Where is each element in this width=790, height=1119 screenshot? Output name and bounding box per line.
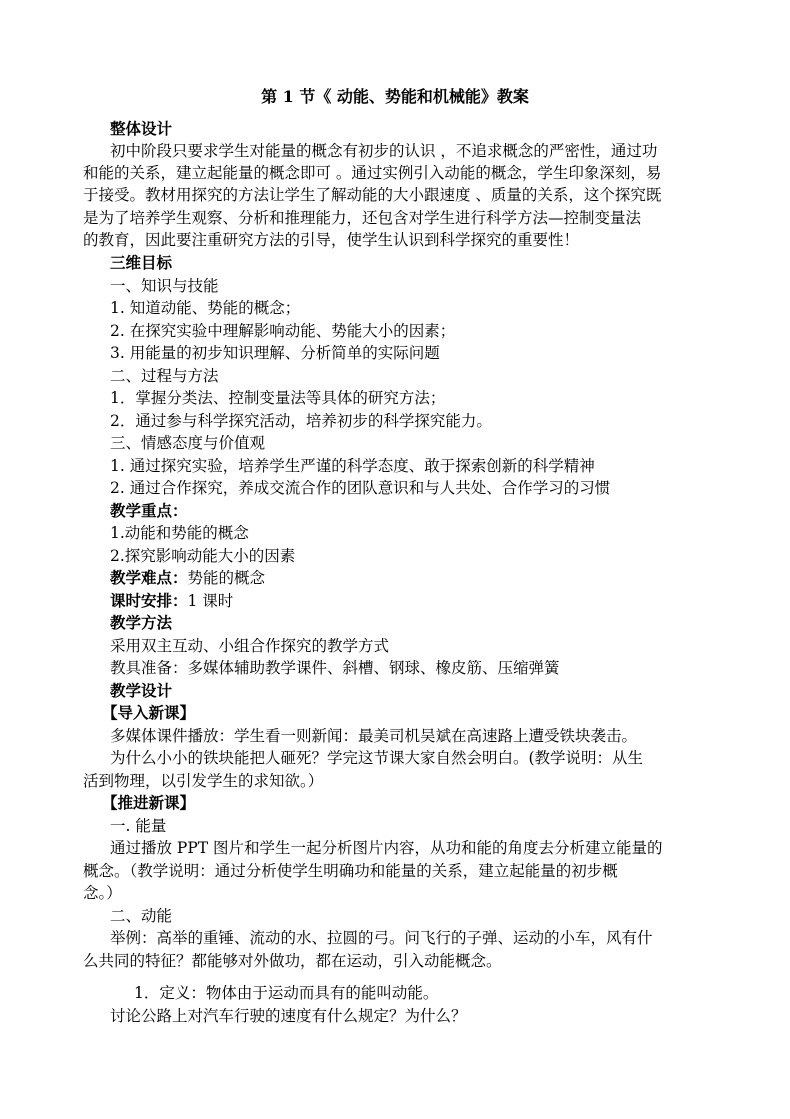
goal-knowledge-item: 3. 用能量的初步知识理解、分析简单的实际问题 <box>110 344 440 362</box>
method-line: 采用双主互动、小组合作探究的教学方式 <box>110 637 390 655</box>
intro-line: 活到物理，以引发学生的求知欲。） <box>83 772 324 790</box>
kinetic-line: 么共同的特征？都能够对外做功，都在运动，引入动能概念。 <box>83 952 502 970</box>
goal-attitude-item: 1. 通过探究实验，培养学生严谨的科学态度、敢于探索创新的科学精神 <box>110 457 595 475</box>
energy-line: 概念。（教学说明：通过分析使学生明确功和能量的关系，建立起能量的初步概 <box>83 862 618 880</box>
goal-attitude-item: 2. 通过合作探究，养成交流合作的团队意识和与人共处、合作学习的习惯 <box>110 479 611 497</box>
key-points-heading: 教学重点： <box>110 501 188 520</box>
goal-attitude-heading: 三、情感态度与价值观 <box>110 434 266 452</box>
overall-design-heading: 整体设计 <box>110 119 173 138</box>
advance-heading: 【推进新课】 <box>102 793 196 812</box>
key-point-item: 1.动能和势能的概念 <box>110 524 249 542</box>
energy-line: 通过播放 PPT 图片和学生一起分析图片内容，从功和能的角度去分析建立能量的 <box>110 839 663 857</box>
kinetic-line: 举例：高举的重锤、流动的水、拉圆的弓。问飞行的子弹、运动的小车，风有什 <box>110 929 653 947</box>
key-point-item: 2.探究影响动能大小的因素 <box>110 547 296 565</box>
energy-heading: 一. 能量 <box>110 817 167 835</box>
schedule-label: 课时安排： <box>110 591 188 610</box>
method-heading: 教学方法 <box>110 613 173 632</box>
page-title: 第 1 节《 动能、势能和机械能》教案 <box>261 87 529 106</box>
intro-heading: 【导入新课】 <box>102 703 196 722</box>
difficulty-line <box>110 567 722 589</box>
goal-knowledge-heading: 一、知识与技能 <box>110 277 219 295</box>
kinetic-heading: 二、动能 <box>110 907 173 925</box>
definition-line: 1．定义：物体由于运动而具有的能叫动能。 <box>134 984 439 1002</box>
overall-design-line: 于接受。教材用探究的方法让学生了解动能的大小跟速度 、质量的关系，这个探究既 <box>83 186 662 204</box>
energy-line: 念。） <box>83 884 122 902</box>
design-heading: 教学设计 <box>110 681 173 700</box>
goal-knowledge-item: 2. 在探究实验中理解影响动能、势能大小的因素； <box>110 322 456 340</box>
schedule-value: 1 课时 <box>187 592 234 610</box>
goal-knowledge-item: 1. 知道动能、势能的概念； <box>110 299 301 317</box>
difficulty-label: 教学难点： <box>110 568 188 587</box>
overall-design-line: 和能的关系，建立起能量的概念即可 。通过实例引入动能的概念，学生印象深刻，易 <box>83 164 662 182</box>
overall-design-line: 是为了培养学生观察、分析和推理能力，还包含对学生进行科学方法—控制变量法 <box>83 209 642 227</box>
goal-process-heading: 二、过程与方法 <box>110 367 219 385</box>
overall-design-line: 初中阶段只要求学生对能量的概念有初步的认识 ，不追求概念的严密性，通过功 <box>110 142 658 160</box>
discussion-line: 讨论公路上对汽车行驶的速度有什么规定？为什么？ <box>110 1007 467 1025</box>
goal-process-item: 1．掌握分类法、控制变量法等具体的研究方法； <box>110 389 446 407</box>
tools-line: 教具准备：多媒体辅助教学课件、斜槽、钢球、橡皮筋、压缩弹簧 <box>110 659 560 677</box>
schedule-line <box>110 590 722 612</box>
goal-process-item: 2．通过参与科学探究活动，培养初步的科学探究能力。 <box>110 412 492 430</box>
intro-line: 多媒体课件播放：学生看一则新闻：最美司机吴斌在高速路上遭受铁块袭击。 <box>110 727 638 745</box>
intro-line: 为什么小小的铁块能把人砸死？学完这节课大家自然会明白。(教学说明：从生 <box>110 749 644 767</box>
goals-heading: 三维目标 <box>110 253 173 272</box>
overall-design-line: 的教育，因此要注重研究方法的引导，使学生认识到科学探究的重要性！ <box>83 231 580 249</box>
difficulty-value: 势能的概念 <box>187 569 266 587</box>
